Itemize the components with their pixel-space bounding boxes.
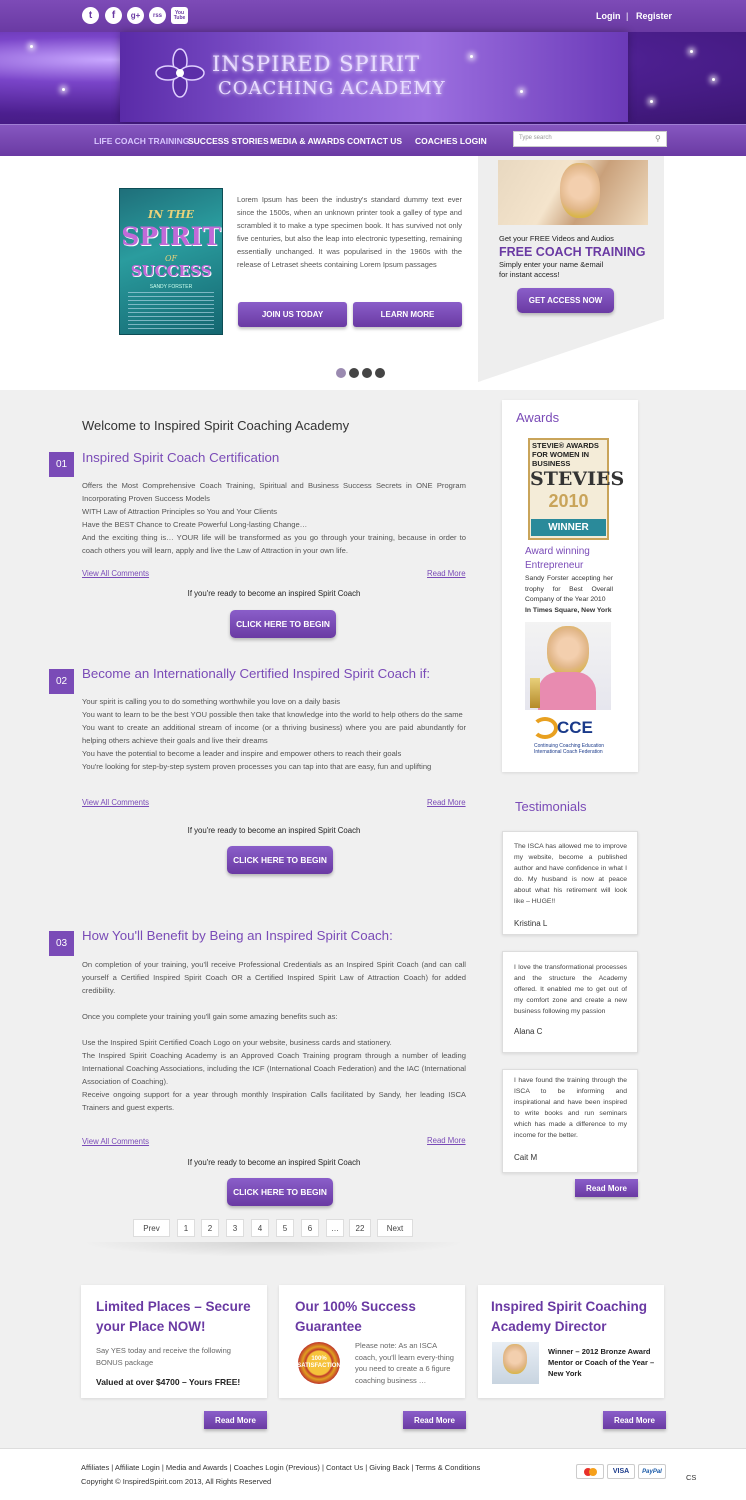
logo-title: INSPIRED SPIRIT xyxy=(212,52,421,76)
section-line: Your spirit is calling you to do something worthwhile you love on a daily basis xyxy=(82,697,341,706)
testimonial-text: The ISCA has allowed me to improve my website, become a published author and have confidence in what I do. My husband is now at peace about what his retirement will look like – HUGE!! xyxy=(514,843,627,905)
spacer xyxy=(82,997,466,1010)
nav-life-coach-training[interactable]: LIFE COACH TRAINING xyxy=(94,136,190,146)
view-all-comments-link[interactable]: View All Comments xyxy=(82,1137,150,1146)
read-more-button[interactable]: Read More xyxy=(603,1411,666,1429)
testimonial-name: Alana C xyxy=(514,1027,543,1036)
director-portrait xyxy=(503,1344,527,1374)
read-more-link[interactable]: Read More xyxy=(427,798,466,807)
youtube-icon[interactable]: You Tube xyxy=(171,7,188,24)
cce-logo: CCE xyxy=(557,718,593,737)
stevie-text: STEVIES xyxy=(530,468,625,490)
paypal-icon: PayPal xyxy=(638,1464,666,1479)
ribbon-text: Get your FREE Videos and Audios xyxy=(499,234,614,243)
section-body xyxy=(82,695,466,773)
slider-dot[interactable] xyxy=(375,368,385,378)
pagination-page[interactable]: 1 xyxy=(177,1219,195,1237)
flower-logo-icon[interactable] xyxy=(155,48,205,98)
coach-portrait xyxy=(560,163,600,218)
google-plus-icon[interactable]: g+ xyxy=(127,7,144,24)
spacer xyxy=(82,1023,466,1036)
pagination-page[interactable]: 2 xyxy=(201,1219,219,1237)
twitter-icon[interactable]: t xyxy=(82,7,99,24)
ribbon-title: FREE COACH TRAINING xyxy=(499,245,646,259)
pagination-page[interactable]: 5 xyxy=(276,1219,294,1237)
view-all-comments-link[interactable]: View All Comments xyxy=(82,798,150,807)
nav-contact-us[interactable]: CONTACT US xyxy=(347,136,403,146)
slider-dot[interactable] xyxy=(362,368,372,378)
box-text: Winner – 2012 Bronze Award Mentor or Coach of the Year – New York xyxy=(548,1347,655,1378)
section-number: 01 xyxy=(49,452,74,477)
learn-more-button[interactable]: LEARN MORE xyxy=(353,302,462,327)
cce-subtitle: Continuing Coaching Education International Coach Federation xyxy=(534,743,605,755)
ribbon-text: Simply enter your name &email xyxy=(499,260,604,269)
welcome-heading: Welcome to Inspired Spirit Coaching Academy xyxy=(82,418,350,433)
section-line: On completion of your training, you'll receive Professional Credentials as an Inspired Spirit Coach (and can call yourself a Certified Inspired Spirit Coach OR a Certified Inspired Spirit Law of Attraction Coach) for added credibility. xyxy=(82,960,466,995)
sparkle xyxy=(690,50,693,53)
register-link[interactable]: Register xyxy=(636,11,673,21)
testimonial-name: Cait M xyxy=(514,1153,538,1162)
pagination-ellipsis: … xyxy=(326,1219,344,1237)
box-title: Our 100% Success Guarantee xyxy=(295,1299,416,1334)
award-place: In Times Square, New York xyxy=(525,606,612,614)
slider-dot[interactable] xyxy=(349,368,359,378)
box-text: Say YES today and receive the following BONUS package xyxy=(96,1346,231,1367)
section-title: Become an Internationally Certified Inspired Spirit Coach if: xyxy=(82,666,431,681)
section-number: 03 xyxy=(49,931,74,956)
awards-title: Awards xyxy=(516,410,560,425)
pagination-next[interactable]: Next xyxy=(377,1219,413,1237)
box-strong-text: Valued at over $4700 – Yours FREE! xyxy=(96,1377,241,1387)
testimonials-read-more-button[interactable]: Read More xyxy=(575,1179,638,1197)
testimonial-text: I love the transformational processes and the structure the Academy offered. It enabled me to get out of my comfort zone and create a new business following my passion xyxy=(514,964,627,1015)
book-decoration xyxy=(128,292,214,330)
cs-badge: CS xyxy=(686,1473,697,1482)
footer-links[interactable]: Affiliates | Affiliate Login | Media and Awards | Coaches Login (Previous) | Contact Us | Giving Back | Terms & Conditions xyxy=(81,1463,481,1472)
box-text: Please note: As an ISCA coach, you'll learn every-thing you need to create a 6 figure coaching business … xyxy=(355,1341,454,1385)
award-description: Sandy Forster accepting her trophy for Best Overall Company of the Year 2010 xyxy=(525,575,613,603)
sparkle xyxy=(520,90,523,93)
click-here-to-begin-button[interactable]: CLICK HERE TO BEGIN xyxy=(230,610,336,638)
pagination-prev[interactable]: Prev xyxy=(133,1219,170,1237)
pagination-page[interactable]: 3 xyxy=(226,1219,244,1237)
view-all-comments-link[interactable]: View All Comments xyxy=(82,569,150,578)
ready-text: If you're ready to become an inspired Spirit Coach xyxy=(187,1158,361,1167)
section-line: WITH Law of Attraction Principles so You and Your Clients xyxy=(82,507,278,516)
sparkle xyxy=(62,88,65,91)
copyright: Copyright © InspiredSpirit.com 2013, All Rights Reserved xyxy=(81,1477,272,1486)
section-body xyxy=(82,479,466,557)
rss-icon[interactable]: rss xyxy=(149,7,166,24)
stevie-text: STEVIE® AWARDS FOR WOMEN IN BUSINESS xyxy=(532,441,599,468)
section-line: You have the potential to become a leader and inspire and empower others to reach their goals xyxy=(82,749,402,758)
search-input[interactable]: Type search xyxy=(513,131,667,147)
section-line: You want to learn to be the best YOU possible then take that knowledge into the world to help others do the same xyxy=(82,710,463,719)
nav-media-awards[interactable]: MEDIA & AWARDS xyxy=(270,136,345,146)
section-line: The Inspired Spirit Coaching Academy is an Approved Coach Training program through a number of leading International Coaching Associations, including the ICF (International Coach Federation) and the IAC (International Association of Coaching). xyxy=(82,1051,466,1086)
cce-logo-icon xyxy=(532,717,558,739)
nav-coaches-login[interactable]: COACHES LOGIN xyxy=(415,136,487,146)
section-line: Once you complete your training you'll gain some amazing benefits such as: xyxy=(82,1012,338,1021)
join-us-button[interactable]: JOIN US TODAY xyxy=(238,302,347,327)
pagination-page[interactable]: 4 xyxy=(251,1219,269,1237)
read-more-button[interactable]: Read More xyxy=(204,1411,267,1429)
book-title-line: IN THE xyxy=(148,208,194,221)
book-title-line: SUCCESS xyxy=(130,262,212,280)
award-photo-detail xyxy=(538,672,596,710)
content-shadow xyxy=(80,1242,466,1257)
award-portrait xyxy=(547,626,589,676)
login-link[interactable]: Login xyxy=(596,11,621,21)
pagination-page[interactable]: 22 xyxy=(349,1219,371,1237)
award-title: Award winning Entrepreneur xyxy=(525,546,590,571)
sparkle xyxy=(470,55,473,58)
section-line: Offers the Most Comprehensive Coach Training, Spiritual and Business Success Secrets in ONE Program Incorporating Proven Success Models xyxy=(82,481,466,503)
section-line: Receive ongoing support for a year through monthly Inspiration Calls facilitated by Sandy, her leading ISCA Trainers and guest experts. xyxy=(82,1090,466,1112)
get-access-button[interactable]: GET ACCESS NOW xyxy=(517,288,614,313)
sparkle xyxy=(650,100,653,103)
box-title: Limited Places – Secure your Place NOW! xyxy=(96,1299,251,1334)
section-title: Inspired Spirit Coach Certification xyxy=(82,450,280,465)
satisfaction-badge-icon: 100% SATISFACTION xyxy=(298,1342,340,1384)
section-body xyxy=(82,958,466,1114)
mastercard-icon xyxy=(576,1464,604,1479)
section-line: And the exciting thing is… YOUR life will be transformed as you go through your training, because in order to coach others you will learn, apply and live the Law of Attraction in your own life. xyxy=(82,533,466,555)
read-more-button[interactable]: Read More xyxy=(403,1411,466,1429)
sparkle xyxy=(712,78,715,81)
section-line: Use the Inspired Spirit Certified Coach Logo on your website, business cards and stationery. xyxy=(82,1038,392,1047)
click-here-to-begin-button[interactable]: CLICK HERE TO BEGIN xyxy=(227,846,333,874)
section-line: You want to create an additional stream of income (or a thriving business) where you are paid abundantly for helping others achieve their goals and live their dreams xyxy=(82,723,466,745)
book-title-line: OF xyxy=(164,254,178,263)
top-separator: | xyxy=(626,11,629,21)
visa-icon: VISA xyxy=(607,1464,635,1479)
section-number: 02 xyxy=(49,669,74,694)
search-icon[interactable]: ⚲ xyxy=(655,134,661,143)
book-title-line: SPIRIT xyxy=(121,222,221,251)
ready-text: If you're ready to become an inspired Spirit Coach xyxy=(187,589,361,598)
slider-dot-active[interactable] xyxy=(336,368,346,378)
logo-subtitle: COACHING ACADEMY xyxy=(218,78,446,99)
section-line: Have the BEST Chance to Create Powerful Long-lasting Change… xyxy=(82,520,308,529)
section-title: How You'll Benefit by Being an Inspired Spirit Coach: xyxy=(82,928,393,943)
sparkle xyxy=(30,45,33,48)
pagination-page[interactable]: 6 xyxy=(301,1219,319,1237)
trophy-icon xyxy=(530,678,540,708)
award-text xyxy=(525,574,613,616)
stevie-year: 2010 xyxy=(548,491,589,511)
section-line: You're looking for step-by-step system proven processes you can tap into that are easy, fun and uplifting xyxy=(82,762,432,771)
book-author: SANDY FORSTER xyxy=(149,284,193,290)
nav-success-stories[interactable]: SUCCESS STORIES xyxy=(188,136,269,146)
facebook-icon[interactable]: f xyxy=(105,7,122,24)
testimonial-name: Kristina L xyxy=(514,919,548,928)
click-here-to-begin-button[interactable]: CLICK HERE TO BEGIN xyxy=(227,1178,333,1206)
ribbon-text: for instant access! xyxy=(499,270,560,279)
box-title: Inspired Spirit Coaching Academy Director xyxy=(491,1299,648,1334)
read-more-link[interactable]: Read More xyxy=(427,569,466,578)
stevie-winner: WINNER xyxy=(531,519,606,536)
ready-text: If you're ready to become an inspired Spirit Coach xyxy=(187,826,361,835)
read-more-link[interactable]: Read More xyxy=(427,1136,466,1145)
testimonial-text: I have found the training through the ISCA to be informing and inspirational and have been inspired to write books and run seminars which has made a difference to my income for the better. xyxy=(514,1077,627,1139)
testimonials-title: Testimonials xyxy=(515,799,587,814)
hero-text: Lorem Ipsum has been the industry's standard dummy text ever since the 1500s, when an unknown printer took a galley of type and scrambled it to make a type specimen book. It has survived not only five centuries, but also the leap into electronic typesetting, remaining essentially unchanged. It was popularised in the 1960s with the release of Letraset sheets containing Lorem Ipsum passages xyxy=(237,195,462,269)
